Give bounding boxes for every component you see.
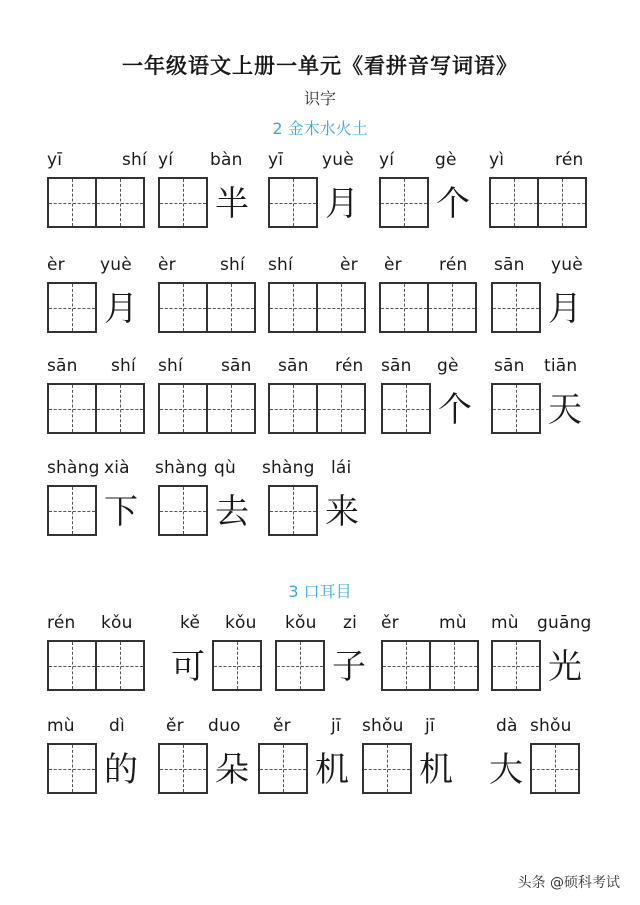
pinyin-syllable: yí	[379, 150, 395, 170]
pinyin-syllable: duo	[208, 716, 241, 736]
writing-box[interactable]	[379, 282, 429, 333]
writing-box[interactable]	[318, 282, 366, 333]
pinyin-syllable: rén	[439, 255, 468, 275]
writing-box[interactable]	[429, 282, 477, 333]
writing-box[interactable]	[275, 640, 325, 691]
given-character: 朵	[215, 750, 249, 790]
word-unit	[258, 743, 356, 794]
pinyin-syllable: sān	[494, 255, 525, 275]
pinyin-syllable: shí	[122, 150, 147, 170]
given-character: 去	[215, 492, 249, 532]
writing-box[interactable]	[491, 640, 541, 691]
given-character: 月	[325, 184, 359, 224]
writing-box[interactable]	[268, 282, 318, 333]
word-unit	[164, 640, 262, 691]
word-unit	[268, 383, 366, 434]
word-unit	[158, 282, 256, 333]
writing-box[interactable]	[491, 282, 541, 333]
writing-box[interactable]	[47, 743, 97, 794]
exercise-row	[0, 150, 640, 230]
pinyin-syllable: shí	[111, 356, 136, 376]
pinyin-syllable: shǒu	[362, 716, 404, 736]
pinyin-syllable: èr	[47, 255, 65, 275]
given-character: 来	[325, 492, 359, 532]
given-character: 光	[548, 647, 582, 687]
exercise-row	[0, 716, 640, 796]
pinyin-syllable: kě	[180, 613, 201, 633]
pinyin-syllable: xià	[104, 458, 130, 478]
pinyin-syllable: dà	[496, 716, 518, 736]
writing-box[interactable]	[212, 640, 262, 691]
writing-box[interactable]	[431, 640, 479, 691]
pinyin-syllable: yī	[268, 150, 284, 170]
pinyin-syllable: jī	[425, 716, 435, 736]
writing-box[interactable]	[268, 485, 318, 536]
pinyin-syllable: yuè	[100, 255, 132, 275]
given-character: 大	[489, 750, 523, 790]
pinyin-syllable: èr	[158, 255, 176, 275]
pinyin-syllable: sān	[278, 356, 309, 376]
pinyin-syllable: shàng	[155, 458, 208, 478]
pinyin-syllable: shàng	[47, 458, 100, 478]
writing-box[interactable]	[362, 743, 412, 794]
given-character: 个	[438, 390, 472, 430]
given-character: 月	[104, 289, 138, 329]
pinyin-syllable: qù	[214, 458, 236, 478]
given-character: 机	[315, 750, 349, 790]
writing-box[interactable]	[268, 383, 318, 434]
writing-box[interactable]	[258, 743, 308, 794]
given-character: 下	[104, 492, 138, 532]
given-character: 月	[548, 289, 582, 329]
pinyin-syllable: shí	[158, 356, 183, 376]
word-unit	[47, 640, 145, 691]
pinyin-syllable: èr	[384, 255, 402, 275]
pinyin-syllable: kǒu	[225, 613, 257, 633]
given-character: 半	[215, 184, 249, 224]
pinyin-syllable: shàng	[262, 458, 315, 478]
word-unit	[158, 485, 256, 536]
writing-box[interactable]	[158, 177, 208, 228]
writing-box[interactable]	[530, 743, 580, 794]
pinyin-syllable: yuè	[551, 255, 583, 275]
writing-box[interactable]	[491, 383, 541, 434]
word-unit	[268, 177, 366, 228]
pinyin-syllable: zi	[343, 613, 358, 633]
pinyin-syllable: guāng	[537, 613, 592, 633]
word-unit	[381, 640, 479, 691]
word-unit	[489, 177, 587, 228]
word-unit	[47, 485, 145, 536]
writing-box[interactable]	[381, 640, 431, 691]
word-unit	[158, 743, 256, 794]
writing-box[interactable]	[97, 640, 145, 691]
word-unit	[47, 177, 145, 228]
pinyin-syllable: yì	[489, 150, 505, 170]
word-unit	[362, 743, 460, 794]
pinyin-syllable: rén	[555, 150, 584, 170]
exercise-row	[0, 255, 640, 335]
writing-box[interactable]	[158, 485, 208, 536]
writing-box[interactable]	[379, 177, 429, 228]
writing-box[interactable]	[47, 383, 97, 434]
pinyin-syllable: yuè	[322, 150, 354, 170]
word-unit	[158, 383, 256, 434]
writing-box[interactable]	[489, 177, 539, 228]
writing-box[interactable]	[268, 177, 318, 228]
pinyin-syllable: gè	[437, 356, 459, 376]
writing-box[interactable]	[381, 383, 431, 434]
pinyin-syllable: sān	[494, 356, 525, 376]
writing-box[interactable]	[208, 383, 256, 434]
word-unit	[491, 383, 589, 434]
pinyin-syllable: bàn	[210, 150, 243, 170]
word-unit	[47, 383, 145, 434]
pinyin-syllable: kǒu	[285, 613, 317, 633]
pinyin-syllable: dì	[109, 716, 125, 736]
exercise-row	[0, 356, 640, 436]
word-unit	[47, 282, 145, 333]
word-unit	[47, 743, 145, 794]
writing-box[interactable]	[158, 383, 208, 434]
word-unit	[268, 485, 366, 536]
watermark: 头条 @硕科考试	[517, 875, 620, 891]
writing-box[interactable]	[47, 177, 97, 228]
writing-box[interactable]	[158, 743, 208, 794]
writing-box[interactable]	[97, 383, 145, 434]
pinyin-syllable: rén	[47, 613, 76, 633]
word-unit	[158, 177, 256, 228]
word-unit	[482, 743, 580, 794]
given-character: 机	[419, 750, 453, 790]
writing-box[interactable]	[318, 383, 366, 434]
given-character: 的	[104, 750, 138, 790]
pinyin-syllable: sān	[381, 356, 412, 376]
section-heading: 3 口耳目	[288, 582, 352, 601]
pinyin-syllable: shí	[268, 255, 293, 275]
pinyin-syllable: shǒu	[530, 716, 572, 736]
exercise-row	[0, 613, 640, 693]
pinyin-syllable: sān	[221, 356, 252, 376]
given-character: 天	[548, 390, 582, 430]
page-title: 一年级语文上册一单元《看拼音写词语》	[122, 54, 518, 78]
word-unit	[268, 282, 366, 333]
pinyin-syllable: lái	[331, 458, 352, 478]
pinyin-syllable: ěr	[166, 716, 184, 736]
pinyin-syllable: mù	[439, 613, 467, 633]
pinyin-syllable: tiān	[544, 356, 578, 376]
pinyin-syllable: èr	[340, 255, 358, 275]
pinyin-syllable: mù	[47, 716, 75, 736]
pinyin-syllable: yī	[47, 150, 63, 170]
pinyin-syllable: shí	[220, 255, 245, 275]
pinyin-syllable: gè	[435, 150, 457, 170]
pinyin-syllable: mù	[491, 613, 519, 633]
pinyin-syllable: sān	[47, 356, 78, 376]
page-subtitle: 识字	[303, 89, 336, 108]
given-character: 个	[436, 184, 470, 224]
pinyin-syllable: kǒu	[101, 613, 133, 633]
word-unit	[491, 640, 589, 691]
given-character: 可	[171, 647, 205, 687]
pinyin-syllable: ěr	[381, 613, 399, 633]
exercise-row	[0, 458, 640, 538]
word-unit	[379, 177, 477, 228]
pinyin-syllable: yí	[158, 150, 174, 170]
word-unit	[491, 282, 589, 333]
word-unit	[381, 383, 479, 434]
writing-box[interactable]	[539, 177, 587, 228]
writing-box[interactable]	[47, 282, 97, 333]
pinyin-syllable: ěr	[273, 716, 291, 736]
writing-box[interactable]	[97, 177, 145, 228]
writing-box[interactable]	[158, 282, 208, 333]
writing-box[interactable]	[47, 640, 97, 691]
given-character: 子	[332, 647, 366, 687]
writing-box[interactable]	[208, 282, 256, 333]
word-unit	[275, 640, 373, 691]
pinyin-syllable: jī	[331, 716, 341, 736]
writing-box[interactable]	[47, 485, 97, 536]
word-unit	[379, 282, 477, 333]
section-heading: 2 金木水火土	[272, 119, 368, 138]
pinyin-syllable: rén	[335, 356, 364, 376]
